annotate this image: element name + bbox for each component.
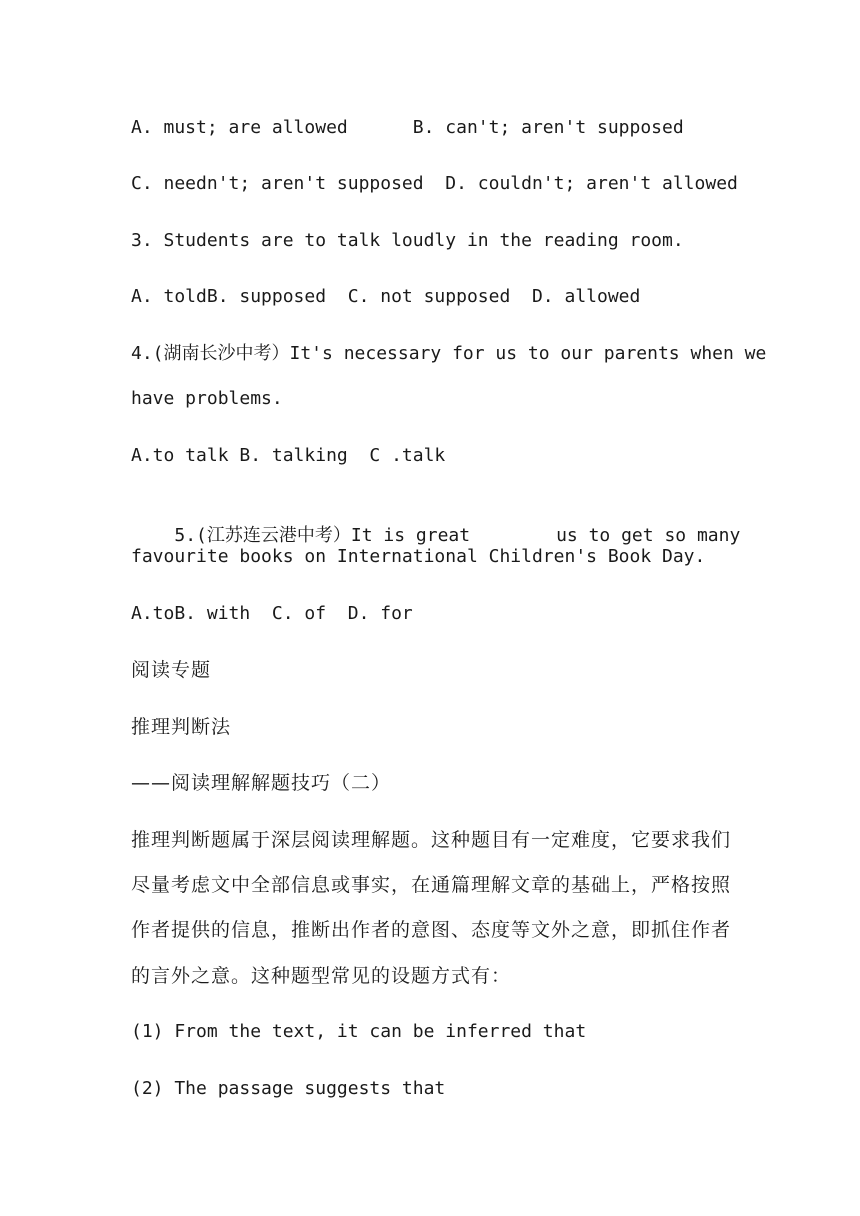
paragraph-line-1: 推理判断题属于深层阅读理解题。这种题目有一定难度，它要求我们 <box>131 829 732 851</box>
method-heading: 推理判断法 <box>131 716 232 738</box>
options-5: A.toB. with C. of D. for <box>131 603 413 624</box>
paragraph-line-2: 尽量考虑文中全部信息或事实，在通篇理解文章的基础上，严格按照 <box>131 874 732 896</box>
question-type-2: (2) The passage suggests that <box>131 1078 446 1099</box>
paragraph-line-3: 作者提供的信息，推断出作者的意图、态度等文外之意，即抓住作者 <box>131 919 732 941</box>
options-4: A.to talk B. talking C .talk <box>131 445 446 466</box>
option-line-2cd: C. needn't; aren't supposed D. couldn't; aren't allowed <box>131 173 738 194</box>
question-4-line-1: 4.(湖南长沙中考）It's necessary for us to our parents when we <box>131 343 767 364</box>
question-4-line-2: have problems. <box>131 388 283 409</box>
option-line-2ab: A. must; are allowed B. can't; aren't supposed <box>131 117 684 138</box>
method-subtitle: ——阅读理解解题技巧（二） <box>131 772 392 794</box>
question-3: 3. Students are to talk loudly in the reading room. <box>131 230 684 251</box>
question-type-1: (1) From the text, it can be inferred that <box>131 1021 587 1042</box>
question-5-part-b: us to get so many <box>556 525 741 546</box>
paragraph-line-4: 的言外之意。这种题型常见的设题方式有： <box>131 965 512 987</box>
section-heading: 阅读专题 <box>131 659 212 681</box>
options-3: A. toldB. supposed C. not supposed D. allowed <box>131 286 641 307</box>
question-5-line-2: favourite books on International Children's Book Day. <box>131 546 706 567</box>
question-5-part-a: 5.(江苏连云港中考）It is great <box>174 525 471 546</box>
